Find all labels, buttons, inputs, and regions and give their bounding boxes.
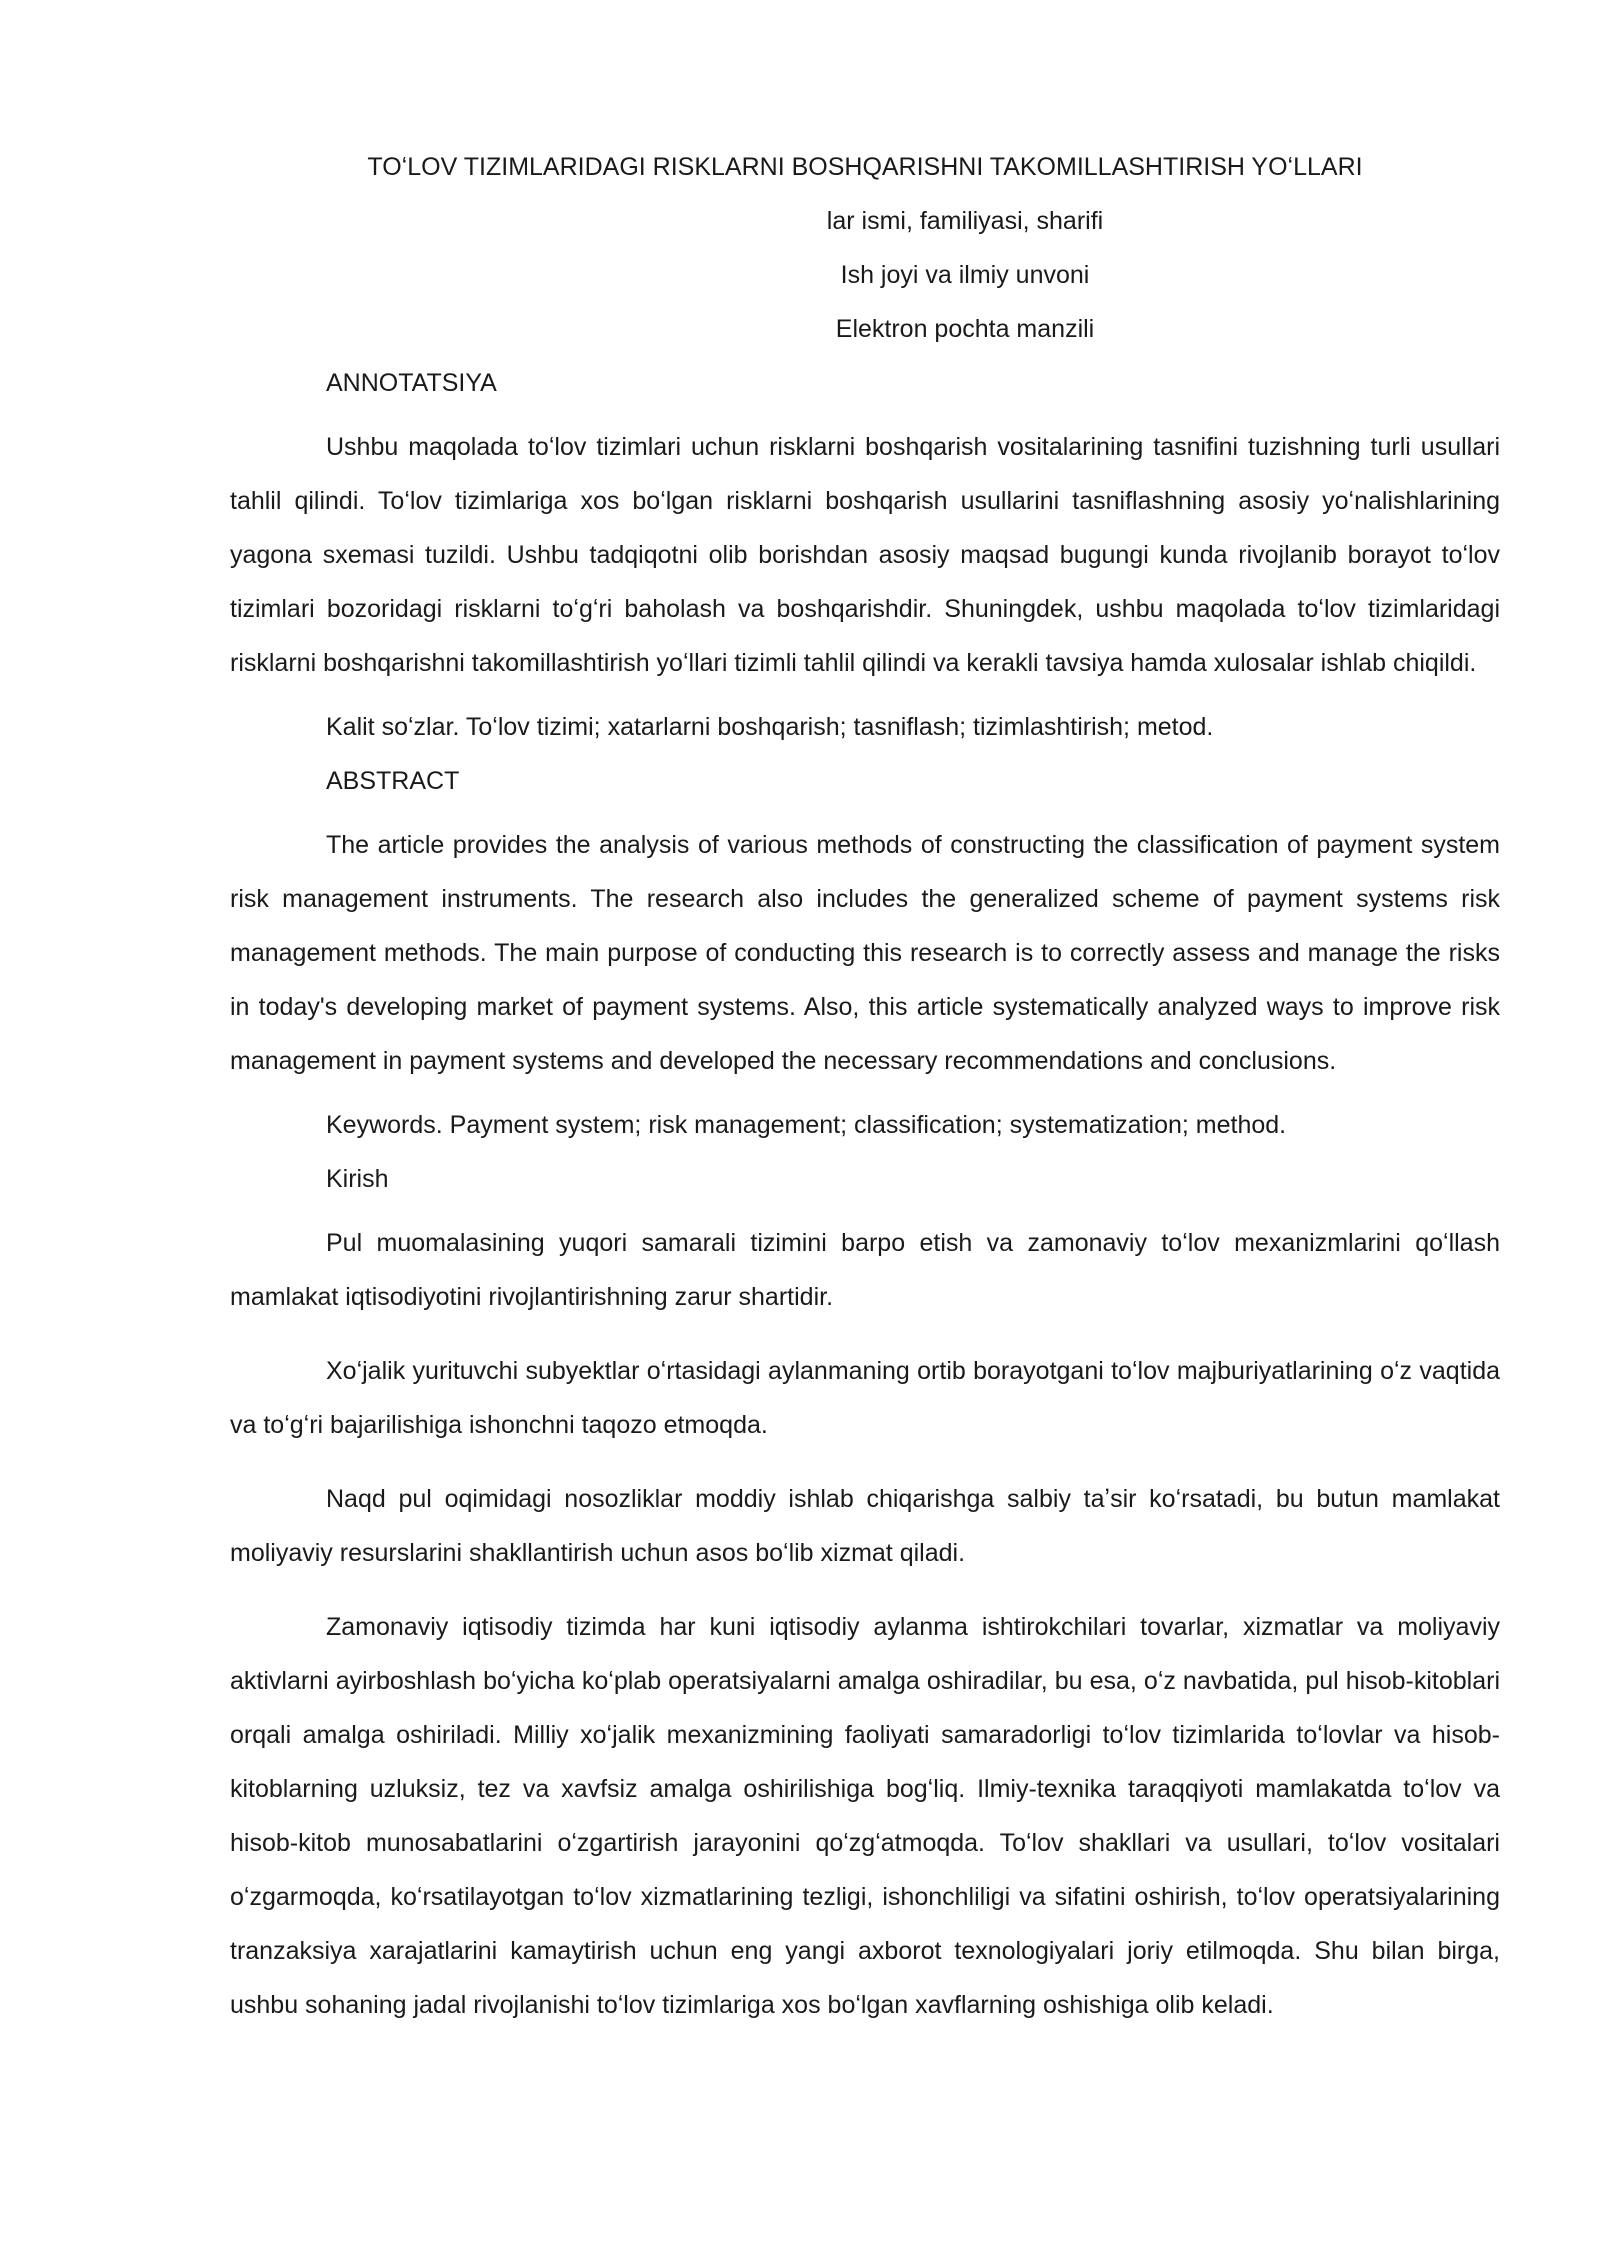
uz-keywords: Kalit soʻzlar. Toʻlov tizimi; xatarlarni boshqarish; tasniflash; tizimlashtirish; metod. [326, 713, 1214, 741]
annotation-heading: ANNOTATSIYA [326, 369, 497, 397]
intro-heading: Kirish [326, 1165, 389, 1193]
paper-title: TOʻLOV TIZIMLARIDAGI RISKLARNI BOSHQARISHNI TAKOMILLASHTIRISH YOʻLLARI [367, 153, 1363, 181]
author-email: Elektron pochta manzili [835, 315, 1095, 343]
intro-paragraph-2: Xoʻjalik yurituvchi subyektlar oʻrtasidagi aylanmaning ortib borayotgani toʻlov majburiyatlarining oʻz vaqtida va toʻgʻri bajarilishiga ishonchni taqozo etmoqda. [230, 1357, 1500, 1439]
intro-paragraph-1: Pul muomalasining yuqori samarali tizimini barpo etish va zamonaviy toʻlov mexanizmlarini qoʻllash mamlakat iqtisodiyotini rivojlantirishning zarur shartidir. [230, 1229, 1500, 1311]
intro-paragraph-3: Naqd pul oqimidagi nosozliklar moddiy ishlab chiqarishga salbiy taʼsir koʻrsatadi, bu butun mamlakat moliyaviy resurslarini shakllantirish uchun asos boʻlib xizmat qiladi. [230, 1485, 1500, 1567]
author-affiliation: Ish joyi va ilmiy unvoni [840, 261, 1090, 289]
abstract-paragraph: The article provides the analysis of various methods of constructing the classification of payment system risk management instruments. The research also includes the generalized scheme of payment systems risk management methods. The main purpose of conducting this research is to correctly assess and manage the risks in today's developing market of payment systems. Also, this article systematically analyzed ways to improve risk management in payment systems and developed the necessary recommendations and conclusions. [230, 831, 1500, 1075]
abstract-heading: ABSTRACT [326, 767, 460, 795]
annotation-paragraph: Ushbu maqolada toʻlov tizimlari uchun risklarni boshqarish vositalarining tasnifini tuzishning turli usullari tahlil qilindi. Toʻlov tizimlariga xos boʻlgan risklarni boshqarish usullarini tasniflashning asosiy yoʻnalishlarining yagona sxemasi tuzildi. Ushbu tadqiqotni olib borishdan asosiy maqsad bugungi kunda rivojlanib borayot toʻlov tizimlari bozoridagi risklarni toʻgʻri baholash va boshqarishdir. Shuningdek, ushbu maqolada toʻlov tizimlaridagi risklarni boshqarishni takomillashtirish yoʻllari tizimli tahlil qilindi va kerakli tavsiya hamda xulosalar ishlab chiqildi. [230, 433, 1500, 677]
author-names: lar ismi, familiyasi, sharifi [826, 207, 1104, 235]
en-keywords: Keywords. Payment system; risk management; classification; systematization; method. [326, 1111, 1287, 1139]
intro-paragraph-4: Zamonaviy iqtisodiy tizimda har kuni iqtisodiy aylanma ishtirokchilari tovarlar, xizmatlar va moliyaviy aktivlarni ayirboshlash boʻyicha koʻplab operatsiyalarni amalga oshiradilar, bu esa, oʻz navbatida, pul hisob-kitoblari orqali amalga oshiriladi. Milliy xoʻjalik mexanizmining faoliyati samaradorligi toʻlov tizimlarida toʻlovlar va hisob-kitoblarning uzluksiz, tez va xavfsiz amalga oshirilishiga bogʻliq. Ilmiy-texnika taraqqiyoti mamlakatda toʻlov va hisob-kitob munosabatlarini oʻzgartirish jarayonini qoʻzgʻatmoqda. Toʻlov shakllari va usullari, toʻlov vositalari oʻzgarmoqda, koʻrsatilayotgan toʻlov xizmatlarining tezligi, ishonchliligi va sifatini oshirish, toʻlov operatsiyalarining tranzaksiya xarajatlarini kamaytirish uchun eng yangi axborot texnologiyalari joriy etilmoqda. Shu bilan birga, ushbu sohaning jadal rivojlanishi toʻlov tizimlariga xos boʻlgan xavflarning oshishiga olib keladi. [230, 1613, 1500, 2019]
